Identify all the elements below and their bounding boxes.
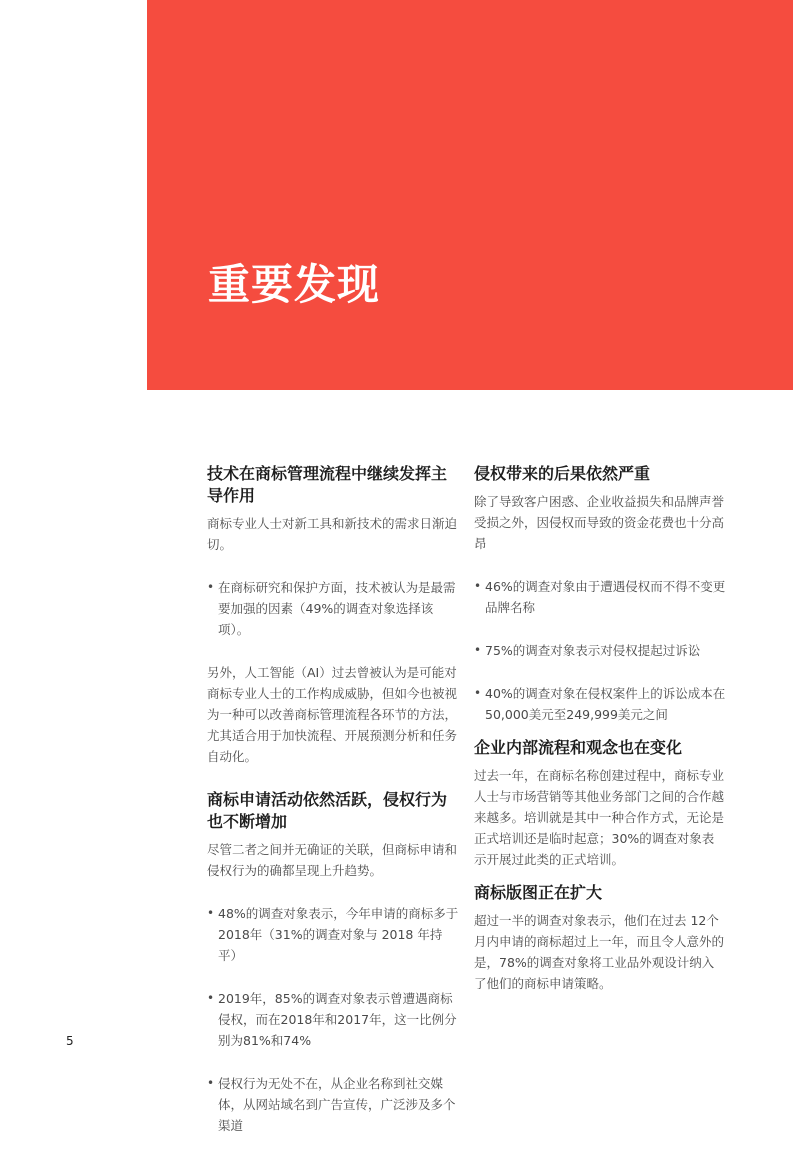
section-heading: 企业内部流程和观念也在变化 xyxy=(474,738,683,757)
list-item xyxy=(207,903,459,966)
section-intro: 超过一半的调查对象表示，他们在过去 12个月内申请的商标超过上一年，而且令人意外的是，78%的调查对象将工业品外观设计纳入了他们的商标申请策略。 xyxy=(474,913,725,991)
section-intro: 尽管二者之间并无确证的关联，但商标申请和侵权行为的确都呈现上升趋势。 xyxy=(207,842,458,878)
list-item-text: 在商标研究和保护方面，技术被认为是最需要加强的因素（49%的调查对象选择该项）。 xyxy=(218,580,456,637)
section-intro: 除了导致客户困惑、企业收益损失和品牌声誉受损之外，因侵权而导致的资金花费也十分高昂 xyxy=(474,494,725,551)
list-item xyxy=(207,988,459,1051)
page-number: 5 xyxy=(66,1034,74,1048)
list-item-text: 48%的调查对象表示，今年申请的商标多于2018年（31%的调查对象与 2018 年持平） xyxy=(218,906,459,963)
section-consequences xyxy=(474,463,726,725)
list-item-text: 75%的调查对象表示对侵权提起过诉讼 xyxy=(485,643,701,658)
bullet-icon: • xyxy=(474,643,482,657)
right-column xyxy=(474,463,726,1016)
list-item-text: 40%的调查对象在侵权案件上的诉讼成本在50,000美元至249,999美元之间 xyxy=(485,686,726,722)
bullet-icon: • xyxy=(207,1076,215,1090)
bullet-list xyxy=(474,576,726,725)
left-column xyxy=(207,463,459,1158)
section-heading: 侵权带来的后果依然严重 xyxy=(474,464,651,483)
section-technology xyxy=(207,463,459,767)
section-intro: 商标专业人士对新工具和新技术的需求日渐迫切。 xyxy=(207,516,458,552)
section-intro: 过去一年，在商标名称创建过程中，商标专业人士与市场营销等其他业务部门之间的合作越来越多。培训就是其中一种合作方式，无论是正式培训还是临时起意；30%的调查对象表示开展过此类的正式培训。 xyxy=(474,768,725,867)
list-item-text: 侵权行为无处不在，从企业名称到社交媒体，从网站域名到广告宣传，广泛涉及多个渠道 xyxy=(218,1076,456,1133)
list-item xyxy=(474,683,726,725)
section-landscape xyxy=(474,882,726,994)
list-item xyxy=(474,576,726,618)
list-item-text: 46%的调查对象由于遭遇侵权而不得不变更品牌名称 xyxy=(485,579,726,615)
list-item xyxy=(474,640,726,661)
hero-banner xyxy=(147,0,793,390)
bullet-list xyxy=(207,903,459,1136)
section-heading: 技术在商标管理流程中继续发挥主导作用 xyxy=(207,464,448,505)
bullet-icon: • xyxy=(474,579,482,593)
bullet-icon: • xyxy=(207,906,215,920)
page-title: 重要发现 xyxy=(208,260,381,309)
list-item-text: 2019年，85%的调查对象表示曾遭遇商标侵权，而在2018年和2017年，这一比例分别为81%和74% xyxy=(218,991,457,1048)
section-paragraph: 另外，人工智能（AI）过去曾被认为是可能对商标专业人士的工作构成威胁，但如今也被视为一种可以改善商标管理流程各环节的方法，尤其适合用于加快流程、开展预测分析和任务自动化。 xyxy=(207,665,458,764)
section-internal-process xyxy=(474,737,726,870)
section-heading: 商标版图正在扩大 xyxy=(474,883,603,902)
bullet-icon: • xyxy=(207,580,215,594)
section-heading: 商标申请活动依然活跃，侵权行为也不断增加 xyxy=(207,790,448,831)
list-item xyxy=(207,577,459,640)
bullet-list xyxy=(207,577,459,640)
section-filing-activity xyxy=(207,789,459,1136)
bullet-icon: • xyxy=(207,991,215,1005)
list-item xyxy=(207,1073,459,1136)
bullet-icon: • xyxy=(474,686,482,700)
